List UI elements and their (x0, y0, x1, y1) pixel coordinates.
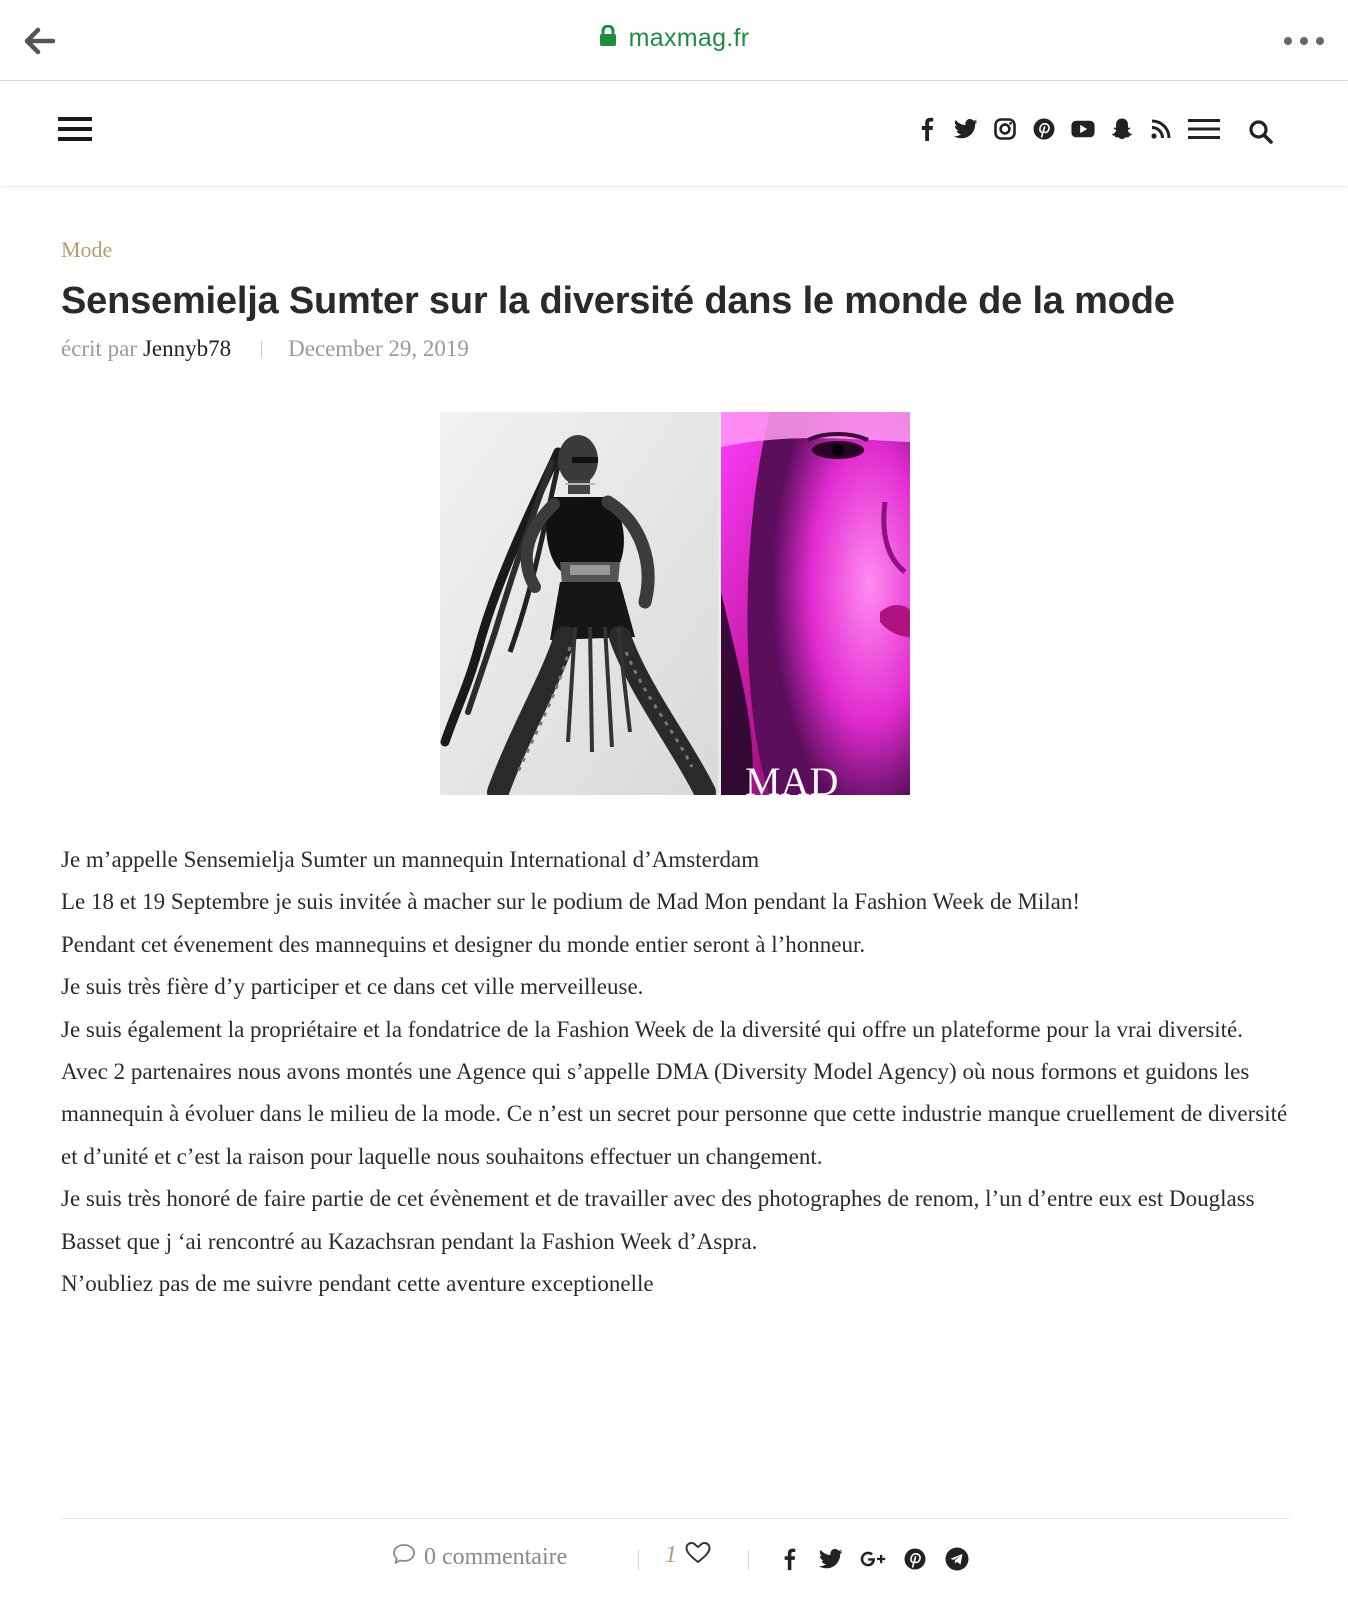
byline-prefix: écrit par (61, 336, 137, 361)
search-icon[interactable] (1248, 119, 1274, 145)
footer-separator (748, 1550, 749, 1570)
url-text: maxmag.fr (628, 24, 750, 52)
footer-divider (61, 1518, 1289, 1519)
menu-lines-icon[interactable] (1188, 117, 1220, 141)
facebook-icon[interactable] (776, 1546, 802, 1572)
paragraph: Pendant cet évenement des mannequins et designer du monde entier seront à l’honneur. (61, 931, 866, 957)
address-bar[interactable] (0, 24, 1348, 53)
site-header (0, 81, 1348, 185)
article-footer (0, 1540, 1348, 1580)
more-dots-icon[interactable] (1282, 30, 1326, 52)
heart-icon (685, 1542, 711, 1569)
publish-date: December 29, 2019 (288, 336, 469, 361)
snapchat-icon[interactable] (1110, 117, 1134, 141)
paragraph: Le 18 et 19 Septembre je suis invitée à macher sur le podium de Mad Mon pendant la Fashion Week de Milan! (61, 889, 1081, 915)
meta-divider (261, 341, 262, 357)
article-body (61, 839, 1291, 1305)
paragraph: Je suis également la propriétaire et la fondatrice de la Fashion Week de la diversité qui offre un plateforme pour la vrai diversité. (61, 1016, 1244, 1042)
paragraph: Je suis très honoré de faire partie de cet évènement et de travailler avec des photographes de renom, l’un d’entre eux est Douglass Basset que j ‘ai rencontré au Kazachsran pendant la Fashion Week d’Aspra. (61, 1186, 1255, 1254)
rss-icon[interactable] (1149, 117, 1173, 141)
likes-count: 1 (665, 1542, 677, 1568)
pinterest-icon[interactable] (1032, 117, 1056, 141)
share-buttons (776, 1546, 970, 1572)
comments-link[interactable] (392, 1543, 567, 1572)
facebook-icon[interactable] (915, 117, 939, 141)
paragraph: Avec 2 partenaires nous avons montés une Agence qui s’appelle DMA (Diversity Model Agency) où nous formons et guidons les mannequin à évoluer dans le milieu de la mode. Ce n’est un secret pour personne que cette industrie manque cruellement de diversité et d’unité et c’est la raison pour laquelle nous souhaitons effectuer un changement. (61, 1059, 1288, 1169)
article-title: Sensemielja Sumter sur la diversité dans le monde de la mode (61, 280, 1175, 322)
comments-count-label: 0 commentaire (424, 1544, 568, 1570)
google-plus-icon[interactable] (860, 1546, 886, 1572)
twitter-icon[interactable] (954, 117, 978, 141)
social-links (915, 117, 1220, 141)
youtube-icon[interactable] (1071, 117, 1095, 141)
paragraph: Je m’appelle Sensemielja Sumter un mannequin International d’Amsterdam (61, 847, 760, 872)
browser-toolbar (0, 0, 1348, 81)
author-link[interactable]: Jennyb78 (142, 336, 232, 361)
paragraph: Je suis très fière d’y participer et ce dans cet ville merveilleuse. (61, 974, 644, 1000)
telegram-icon[interactable] (944, 1546, 970, 1572)
twitter-icon[interactable] (818, 1546, 844, 1572)
category-link[interactable]: Mode (61, 237, 113, 262)
hamburger-icon[interactable] (58, 117, 92, 147)
image-mad-text: MAD (745, 759, 839, 795)
like-button[interactable] (665, 1542, 711, 1569)
instagram-icon[interactable] (993, 117, 1017, 141)
article-meta (61, 336, 469, 362)
comment-bubble-icon (392, 1543, 416, 1572)
lock-icon (599, 25, 617, 52)
paragraph: N’oubliez pas de me suivre pendant cette aventure exceptionelle (61, 1271, 654, 1297)
pinterest-icon[interactable] (902, 1546, 928, 1572)
article-hero-image (440, 412, 910, 795)
footer-separator (638, 1550, 639, 1570)
